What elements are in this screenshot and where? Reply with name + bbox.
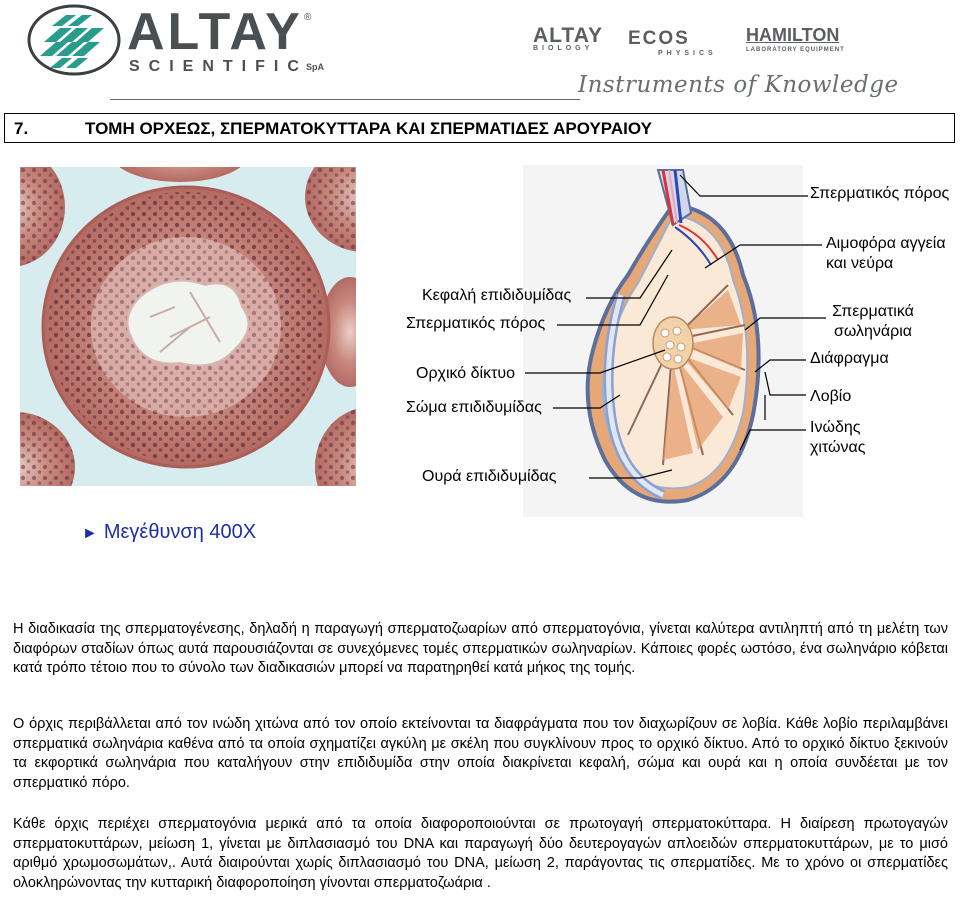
partner-name: HAMILTON: [746, 25, 840, 45]
header-rule: [110, 99, 580, 100]
partner-ecos-physics: [628, 28, 717, 57]
label-vas-deferens-left: Σπερματικός πόρος: [406, 315, 546, 332]
section-title: ΤΟΜΗ ΟΡΧΕΩΣ, ΣΠΕΡΜΑΤΟΚΥΤΤΑΡΑ ΚΑΙ ΣΠΕΡΜΑΤΙΔΕΣ ΑΡΟΥΡΑΙΟΥ: [85, 119, 652, 138]
partner-altay-biology: [533, 24, 603, 52]
label-tunica-line2: χιτώνας: [810, 439, 866, 456]
label-vessels-line1: Αιμοφόρα αγγεία: [826, 235, 946, 252]
brand-registered-mark: ®: [304, 12, 312, 23]
label-tunica-line1: Ινώδης: [810, 419, 861, 436]
brand-subtitle: SCIENTIFIC: [129, 58, 308, 75]
label-lobule: Λοβίο: [810, 388, 852, 405]
label-epididymis-tail: Ουρά επιδιδυμίδας: [422, 468, 557, 485]
altay-logo-icon: [26, 2, 122, 78]
label-tubules-line2: σωληνάρια: [833, 323, 913, 340]
tagline: Instruments of Knowledge: [578, 72, 899, 98]
magnification-caption: [82, 521, 256, 544]
label-epididymis-body: Σώμα επιδιδυμίδας: [406, 399, 542, 416]
triangle-right-icon: ►: [82, 525, 98, 542]
paragraph-spermatogenesis: Η διαδικασία της σπερματογένεσης, δηλαδή η παραγωγή σπερματοζωαρίων από σπερματογόνια, γίνεται καλύτερα αντιληπτή από τη μελέτη των διαφόρων σταδίων όπως αυτά παρουσιάζονται σε συνεχόμενες τομές σπερματικών σωληναρίων. Κάποιες φορές ωστόσο, ένα σωληνάριο κόβεται κατά τρόπο τέτοιο που το σύνολο των διαδικασιών μπορεί να παρατηρηθεί κατά μήκος της τομής.: [13, 621, 948, 676]
brand-name: ALTAY: [127, 3, 303, 61]
label-vas-deferens-right: Σπερματικός πόρος: [810, 185, 950, 202]
label-epididymis-head: Κεφαλή επιδιδυμίδας: [422, 287, 572, 304]
section-title-box: [4, 113, 955, 143]
partner-sub: PHYSICS: [658, 50, 717, 57]
partner-sub: BIOLOGY: [533, 45, 594, 52]
letterhead: [0, 0, 960, 108]
partner-sub: LABORATORY EQUIPMENT: [746, 47, 845, 53]
label-tubules-line1: Σπερματικά: [832, 303, 914, 320]
main-tubule: [43, 187, 329, 467]
partner-hamilton: [746, 25, 845, 53]
paragraph-testis-structure: Ο όρχις περιβάλλεται από τον ινώδη χιτώνα από τον οποίο εκτείνονται τα διαφράγματα που τον διαχωρίζουν σε λοβία. Κάθε λοβίο περιλαμβάνει σπερματικά σωληνάρια καθένα από τα οποία σχηματίζει αγκύλη με σκέλη που συγκλίνουν προς το ορχικό δίκτυο. Από το ορχικό δίκτυο ξεκινούν τα εκφορτικά σωληνάρια που καταλήγουν στην επιδιδυμίδα στην οποία διακρίνεται κεφαλή, σώμα και ουρά και η οποία συνδέεται με τον σπερματικό πόρο.: [13, 716, 948, 791]
paragraph-meiosis: Κάθε όρχις περιέχει σπερματογόνια μερικά από τα οποία διαφοροποιούνται σε πρωτογαγή σπερματοκύτταρα. Η διαίρεση πρωτογαγών σπερματοκυττάρων, μείωση 1, γίνεται με διπλασιασμό του DNA και παραγωγή δύο δευτερογαγών απλοειδών σπερματοκυττάρων, με το μισό αριθμό χρωμοσωμάτων,. Αυτά διαιρούνται χωρίς διπλασιασμό του DNA, μείωση 2, παράγοντας τις σπερματίδες. Με το χρόνο οι σπερματίδες ολοκληρώνοντας την κυτταρική διαφοροποίηση γίνονται σπερματοζωάρια .: [13, 816, 948, 891]
brand-spa: SpA: [306, 62, 324, 72]
testis-micrograph: [20, 167, 356, 486]
section-number: 7.: [14, 119, 29, 138]
label-rete-testis: Ορχικό δίκτυο: [416, 365, 516, 382]
label-vessels-line2: και νεύρα: [826, 255, 894, 272]
partner-name: ECOS: [628, 28, 690, 49]
magnification-text: Μεγέθυνση 400X: [103, 521, 257, 543]
partner-name: ALTAY: [533, 24, 603, 47]
testis-diagram: [523, 165, 803, 517]
label-septum: Διάφραγμα: [810, 350, 889, 367]
